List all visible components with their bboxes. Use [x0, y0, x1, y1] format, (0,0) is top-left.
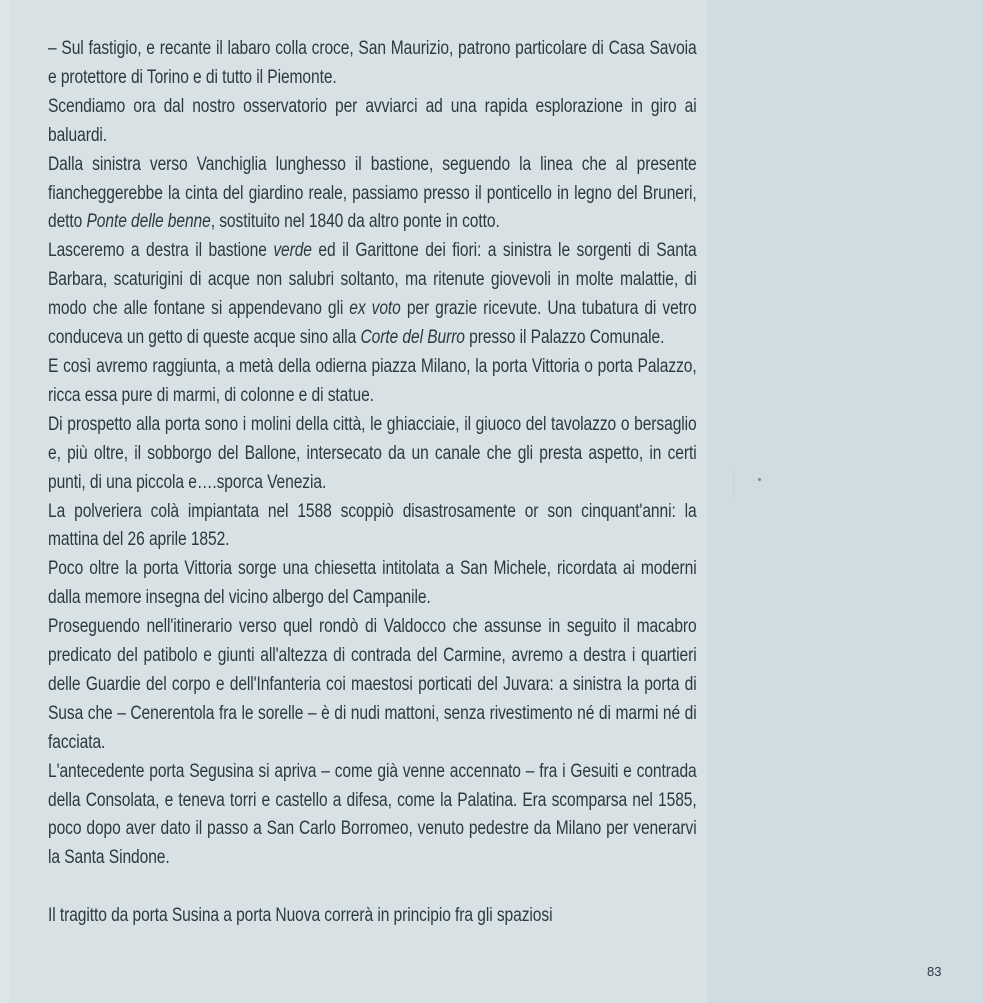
- paragraph: [48, 411, 697, 498]
- text-run: presso il Palazzo Comunale.: [464, 327, 665, 349]
- body-text: [48, 35, 697, 931]
- paper-mark: [733, 470, 734, 500]
- text-run: Lasceremo a destra il bastione: [48, 240, 274, 262]
- text-run: Proseguendo nell'itinerario verso quel rondò di Valdocco che assunse in seguito il macabro predicato del patibolo e giunti all'altezza di contrada del Carmine, avremo a destra i quartieri delle Guardie del corpo e dell'Infanteria coi maestosi porticati del Juvara: a sinistra la porta di Susa che – Cenerentola fra le sorelle – è di nudi mattoni, senza rivestimento né di marmi né di facciata.: [48, 616, 697, 753]
- text-run: , sostituito nel 1840 da altro ponte in cotto.: [210, 211, 500, 233]
- paragraph-gap: [48, 873, 580, 902]
- italic-text: Corte del Burro: [360, 327, 465, 349]
- text-run: Il tragitto da porta Susina a porta Nuova correrà in principio fra gli spaziosi: [48, 905, 553, 927]
- text-run: ed il Garittone dei fiori: a sinistra le sorgenti di Santa Barbara, scaturigini di acque non salubri soltanto, ma ritenute giovevoli in molte malattie, di modo che alle fontane si appendevano gli: [48, 240, 697, 320]
- text-run: Dalla sinistra verso Vanchiglia lunghesso il bastione, seguendo la linea che al presente fiancheggerebbe la cinta del giardino reale, passiamo presso il ponticello in legno del Bruneri, detto: [48, 153, 697, 233]
- text-run: Di prospetto alla porta sono i molini della città, le ghiacciaie, il giuoco del tavolazzo o bersaglio e, più oltre, il sobborgo del Ballone, intersecato da un canale che gli presta aspetto, in certi punti, di una piccola e….sporca Venezia.: [48, 413, 697, 493]
- paragraph: [48, 613, 697, 758]
- italic-text: Ponte delle benne: [86, 211, 211, 233]
- text-run: Scendiamo ora dal nostro osservatorio per avviarci ad una rapida esplorazione in giro ai baluardi.: [48, 95, 697, 146]
- text-run: E così avremo raggiunta, a metà della odierna piazza Milano, la porta Vittoria o porta Palazzo, ricca essa pure di marmi, di colonne e di statue.: [48, 355, 697, 406]
- text-run: L'antecedente porta Segusina si apriva – come già venne accennato – fra i Gesuiti e contrada della Consolata, e teneva torri e castello a difesa, come la Palatina. Era scomparsa nel 1585, poco dopo aver dato il passo a San Carlo Borromeo, venuto pedestre da Milano per venerarvi la Santa Sindone.: [48, 760, 697, 869]
- text-run: Poco oltre la porta Vittoria sorge una chiesetta intitolata a San Michele, ricordata ai moderni dalla memore insegna del vicino albergo del Campanile.: [48, 558, 697, 609]
- italic-text: verde: [273, 240, 312, 262]
- paragraph: [48, 237, 697, 353]
- paragraph: [48, 902, 697, 931]
- paragraph: [48, 35, 697, 93]
- italic-text: ex voto: [349, 298, 401, 320]
- text-run: – Sul fastigio, e recante il labaro colla croce, San Maurizio, patrono particolare di Casa Savoia e protettore di Torino e di tutto il Piemonte.: [48, 38, 697, 88]
- paragraph: [48, 555, 697, 613]
- side-margin-panel: [707, 0, 983, 1003]
- text-run: per grazie ricevute. Una tubatura di vetro conduceva un getto di queste acque sino alla: [48, 298, 697, 349]
- paragraph: [48, 151, 697, 238]
- page-number: 83: [927, 964, 942, 979]
- paragraph: [48, 93, 697, 151]
- paragraph: [48, 353, 697, 411]
- text-run: La polveriera colà impiantata nel 1588 scoppiò disastrosamente or son cinquant'anni: la mattina del 26 aprile 1852.: [48, 500, 697, 551]
- paragraph: [48, 498, 697, 556]
- paper-speck: [758, 478, 761, 481]
- paragraph: [48, 758, 697, 874]
